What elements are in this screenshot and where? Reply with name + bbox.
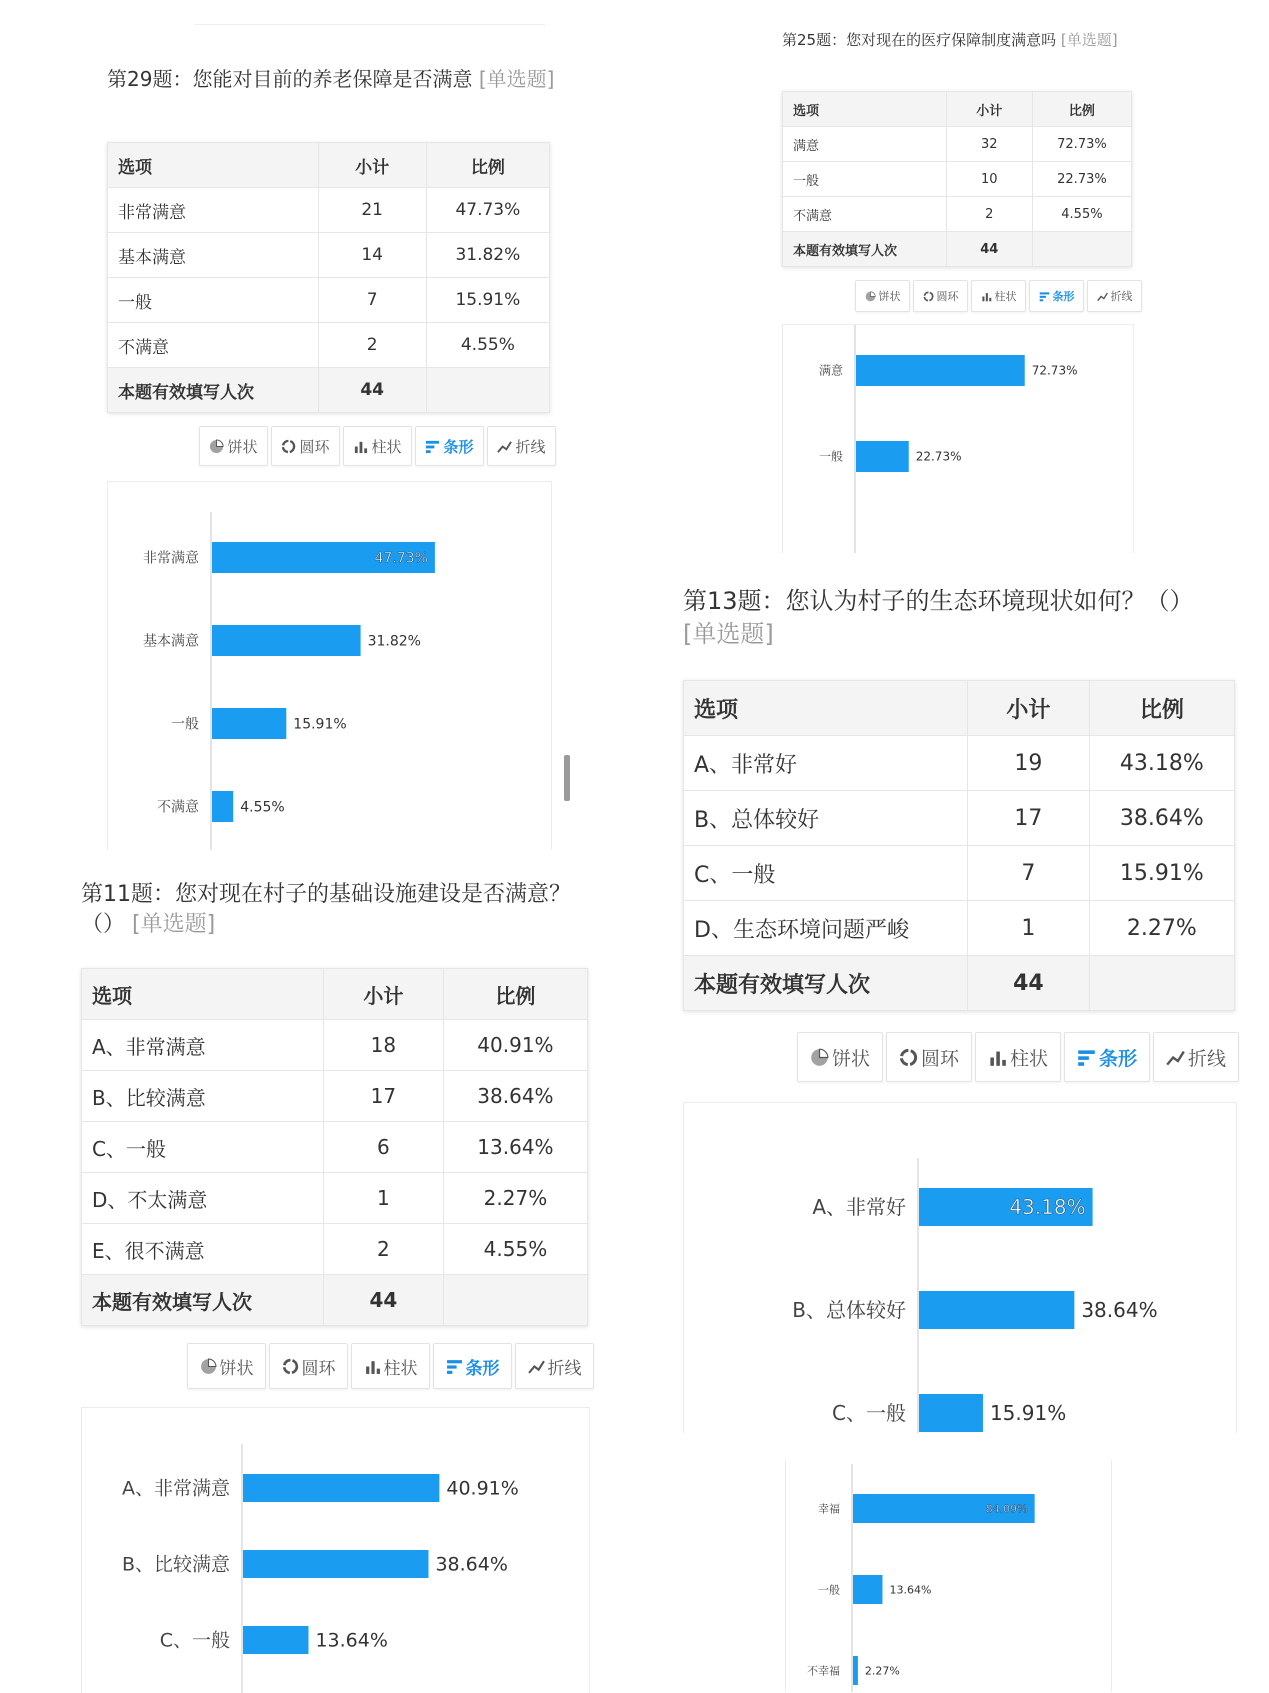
- q11-title-block: [81, 880, 591, 940]
- category-label: 基本满意: [143, 633, 199, 650]
- row-ratio: 4.55%: [1032, 197, 1131, 232]
- chart-type-bar-button[interactable]: [1064, 1032, 1150, 1082]
- chart-type-ring-button[interactable]: [886, 1032, 972, 1082]
- bar-2[interactable]: [853, 1656, 858, 1685]
- happiness-bar-chart: [785, 1460, 1112, 1692]
- data-label: 13.64%: [315, 1629, 388, 1652]
- row-option: 一般: [108, 278, 319, 323]
- column-icon: [353, 439, 368, 454]
- chart-type-label: 圆环: [301, 1358, 336, 1379]
- q29-result-table: [107, 142, 550, 413]
- total-label: 本题有效填写人次: [684, 956, 968, 1011]
- chart-type-ring-button[interactable]: [271, 426, 340, 466]
- header-ratio: 比例: [1089, 681, 1234, 736]
- data-label: 15.91%: [989, 1401, 1067, 1425]
- category-label: 满意: [818, 363, 843, 378]
- q13-title: 第13题：您认为村子的生态环境现状如何？（）: [683, 587, 1194, 615]
- header-ratio: 比例: [1032, 92, 1131, 127]
- row-ratio: 31.82%: [426, 233, 549, 278]
- total-count: 44: [318, 368, 426, 413]
- chart-type-pie-button[interactable]: [855, 280, 910, 312]
- data-label: 15.91%: [293, 716, 347, 733]
- bar-1[interactable]: [856, 441, 909, 472]
- bar-2[interactable]: [212, 708, 286, 739]
- q11-tag: [单选题]: [132, 912, 216, 937]
- q25-title-block: [782, 30, 1137, 51]
- q13-tag: [单选题]: [683, 620, 774, 648]
- chart-type-label: 条形: [1098, 1047, 1137, 1070]
- header-count[interactable]: 小计: [323, 969, 443, 1020]
- row-count: 14: [318, 233, 426, 278]
- table-row: [108, 188, 550, 233]
- row-ratio: 4.55%: [443, 1224, 587, 1275]
- header-option[interactable]: 选项: [783, 92, 947, 127]
- table-header-row: [783, 92, 1132, 127]
- chart-type-pie-button[interactable]: [199, 426, 268, 466]
- category-label: B、总体较好: [792, 1298, 906, 1322]
- chart-type-column-button[interactable]: [971, 280, 1026, 312]
- row-option: A、非常满意: [82, 1020, 324, 1071]
- table-row: [82, 1122, 588, 1173]
- ring-icon: [899, 1048, 918, 1067]
- row-option: C、一般: [82, 1122, 324, 1173]
- chart-type-line-button[interactable]: [515, 1343, 594, 1389]
- row-option: 不满意: [783, 197, 947, 232]
- total-count: 44: [946, 232, 1032, 267]
- category-label: A、非常好: [812, 1195, 906, 1219]
- table-row: [82, 1020, 588, 1071]
- category-label: 非常满意: [143, 550, 199, 567]
- column-icon: [981, 291, 992, 302]
- row-option: B、比较满意: [82, 1071, 324, 1122]
- chart-type-label: 圆环: [920, 1047, 959, 1070]
- line-icon: [1166, 1048, 1185, 1067]
- table-row: [684, 901, 1235, 956]
- category-label: C、一般: [159, 1629, 230, 1652]
- row-option: 基本满意: [108, 233, 319, 278]
- q25-title: 第25题：您对现在的医疗保障制度满意吗: [782, 31, 1057, 49]
- table-row: [783, 127, 1132, 162]
- chart-type-label: 圆环: [299, 437, 330, 456]
- header-option[interactable]: 选项: [108, 143, 319, 188]
- bar-1[interactable]: [212, 625, 361, 656]
- row-count: 17: [968, 791, 1090, 846]
- header-option[interactable]: 选项: [82, 969, 324, 1020]
- chart-type-label: 柱状: [383, 1358, 418, 1379]
- line-icon: [497, 439, 512, 454]
- chart-type-column-button[interactable]: [975, 1032, 1061, 1082]
- row-count: 7: [968, 846, 1090, 901]
- header-ratio: 比例: [443, 969, 587, 1020]
- header-count[interactable]: 小计: [946, 92, 1032, 127]
- chart-type-label: 折线: [515, 437, 546, 456]
- q11-chart-svg: [82, 1408, 589, 1693]
- data-label: 40.91%: [446, 1477, 519, 1500]
- top-divider: [195, 24, 545, 25]
- row-option: 满意: [783, 127, 947, 162]
- chart-type-label: 折线: [1187, 1047, 1226, 1070]
- bar-icon: [1077, 1048, 1096, 1067]
- row-ratio: 72.73%: [1032, 127, 1131, 162]
- row-option: D、不太满意: [82, 1173, 324, 1224]
- chart-type-label: 饼状: [227, 437, 258, 456]
- row-ratio: 2.27%: [443, 1173, 587, 1224]
- category-label: C、一般: [832, 1401, 906, 1425]
- chart-type-line-button[interactable]: [487, 426, 556, 466]
- bar-1[interactable]: [919, 1291, 1074, 1329]
- total-label: 本题有效填写人次: [108, 368, 319, 413]
- row-ratio: 2.27%: [1089, 901, 1234, 956]
- bar-icon: [446, 1358, 463, 1375]
- q25-chart-svg: [783, 325, 1133, 553]
- chart-type-label: 饼状: [831, 1047, 870, 1070]
- data-label: 47.73%: [374, 550, 428, 567]
- ring-icon: [281, 439, 296, 454]
- table-header-row: [108, 143, 550, 188]
- chart-type-label: 条形: [443, 437, 474, 456]
- data-label: 43.18%: [1009, 1195, 1086, 1219]
- chart-type-column-button[interactable]: [343, 426, 412, 466]
- pie-icon: [200, 1358, 217, 1375]
- row-option: E、很不满意: [82, 1224, 324, 1275]
- chart-type-label: 圆环: [936, 290, 959, 303]
- total-count: 44: [323, 1275, 443, 1326]
- data-label: 4.55%: [240, 799, 285, 816]
- total-row: [82, 1275, 588, 1326]
- scrollbar-thumb[interactable]: [564, 755, 570, 801]
- bar-icon: [425, 439, 440, 454]
- row-ratio: 15.91%: [1089, 846, 1234, 901]
- q13-result-table: [683, 680, 1235, 1011]
- ring-icon: [282, 1358, 299, 1375]
- row-option: D、生态环境问题严峻: [684, 901, 968, 956]
- pie-icon: [810, 1048, 829, 1067]
- q13-bar-chart: [683, 1102, 1237, 1433]
- data-label: 38.64%: [435, 1553, 508, 1576]
- q11-chart-toolbar: [187, 1343, 594, 1389]
- row-count: 6: [323, 1122, 443, 1173]
- category-label: 不幸福: [807, 1664, 840, 1678]
- total-row: [783, 232, 1132, 267]
- row-count: 19: [968, 736, 1090, 791]
- data-label: 31.82%: [367, 633, 421, 650]
- header-option[interactable]: 选项: [684, 681, 968, 736]
- bar-0[interactable]: [243, 1474, 439, 1502]
- category-label: 一般: [818, 1583, 840, 1597]
- row-ratio: 43.18%: [1089, 736, 1234, 791]
- total-label: 本题有效填写人次: [783, 232, 947, 267]
- row-ratio: 40.91%: [443, 1020, 587, 1071]
- row-count: 17: [323, 1071, 443, 1122]
- data-label: 22.73%: [915, 449, 962, 464]
- chart-type-column-button[interactable]: [351, 1343, 430, 1389]
- chart-type-pie-button[interactable]: [187, 1343, 266, 1389]
- chart-type-label: 饼状: [878, 290, 901, 303]
- chart-type-line-button[interactable]: [1153, 1032, 1239, 1082]
- table-row: [684, 791, 1235, 846]
- q29-tag: [单选题]: [478, 67, 555, 91]
- table-row: [108, 278, 550, 323]
- pie-icon: [209, 439, 224, 454]
- row-option: 不满意: [108, 323, 319, 368]
- row-ratio: 38.64%: [1089, 791, 1234, 846]
- total-empty: [1032, 232, 1131, 267]
- data-label: 38.64%: [1081, 1298, 1158, 1322]
- bar-1[interactable]: [853, 1575, 882, 1604]
- table-row: [108, 323, 550, 368]
- chart-type-ring-button[interactable]: [269, 1343, 348, 1389]
- chart-type-label: 折线: [1110, 290, 1133, 303]
- table-row: [82, 1173, 588, 1224]
- q29-chart-toolbar: [199, 426, 556, 466]
- row-count: 2: [323, 1224, 443, 1275]
- category-label: 一般: [818, 449, 843, 464]
- chart-type-bar-button[interactable]: [433, 1343, 512, 1389]
- table-row: [684, 846, 1235, 901]
- total-count: 44: [968, 956, 1090, 1011]
- q29-title-block: [107, 66, 562, 93]
- table-header-row: [82, 969, 588, 1020]
- total-empty: [426, 368, 549, 413]
- row-option: A、非常好: [684, 736, 968, 791]
- table-row: [108, 233, 550, 278]
- table-row: [82, 1224, 588, 1275]
- bar-icon: [1039, 291, 1050, 302]
- chart-type-ring-button[interactable]: [913, 280, 968, 312]
- chart-type-label: 饼状: [219, 1358, 254, 1379]
- total-label: 本题有效填写人次: [82, 1275, 324, 1326]
- table-header-row: [684, 681, 1235, 736]
- q25-tag: [单选题]: [1060, 31, 1118, 49]
- line-icon: [1097, 291, 1108, 302]
- row-ratio: 13.64%: [443, 1122, 587, 1173]
- bar-0[interactable]: [856, 355, 1025, 386]
- category-label: B、比较满意: [121, 1553, 230, 1576]
- header-count[interactable]: 小计: [968, 681, 1090, 736]
- data-label: 84.09%: [985, 1502, 1028, 1516]
- row-count: 18: [323, 1020, 443, 1071]
- bar-2[interactable]: [243, 1626, 308, 1654]
- q13-title-block: [683, 585, 1203, 651]
- bar-2[interactable]: [919, 1394, 983, 1432]
- table-row: [684, 736, 1235, 791]
- total-empty: [1089, 956, 1234, 1011]
- data-label: 2.27%: [864, 1664, 900, 1678]
- line-icon: [528, 1358, 545, 1375]
- chart-type-label: 条形: [465, 1358, 500, 1379]
- header-ratio: 比例: [426, 143, 549, 188]
- row-ratio: 47.73%: [426, 188, 549, 233]
- category-label: 不满意: [157, 799, 199, 816]
- q11-result-table: [81, 968, 588, 1326]
- pie-icon: [865, 291, 876, 302]
- row-ratio: 22.73%: [1032, 162, 1131, 197]
- column-icon: [364, 1358, 381, 1375]
- q11-bar-chart: [81, 1407, 590, 1693]
- q29-chart-svg: [108, 482, 551, 850]
- row-count: 10: [946, 162, 1032, 197]
- row-option: 一般: [783, 162, 947, 197]
- row-count: 1: [323, 1173, 443, 1224]
- data-label: 13.64%: [889, 1583, 932, 1597]
- category-label: A、非常满意: [122, 1477, 230, 1500]
- q25-chart-toolbar: [855, 280, 1142, 312]
- chart-type-pie-button[interactable]: [797, 1032, 883, 1082]
- q11-title: 第11题：您对现在村子的基础设施建设是否满意？（）: [81, 882, 571, 937]
- category-label: 幸福: [818, 1502, 840, 1516]
- chart-type-line-button[interactable]: [1087, 280, 1142, 312]
- q29-title: 第29题：您能对目前的养老保障是否满意: [107, 67, 473, 91]
- chart-type-label: 条形: [1052, 290, 1075, 303]
- header-count[interactable]: 小计: [318, 143, 426, 188]
- category-label: 一般: [171, 716, 199, 733]
- column-icon: [988, 1048, 1007, 1067]
- total-row: [684, 956, 1235, 1011]
- table-row: [82, 1071, 588, 1122]
- q25-bar-chart: [782, 324, 1134, 553]
- row-option: B、总体较好: [684, 791, 968, 846]
- row-count: 7: [318, 278, 426, 323]
- row-count: 2: [318, 323, 426, 368]
- q13-chart-svg: [684, 1103, 1236, 1433]
- row-ratio: 4.55%: [426, 323, 549, 368]
- table-row: [783, 162, 1132, 197]
- ring-icon: [923, 291, 934, 302]
- total-empty: [443, 1275, 587, 1326]
- chart-type-label: 柱状: [994, 290, 1017, 303]
- total-row: [108, 368, 550, 413]
- row-option: C、一般: [684, 846, 968, 901]
- row-count: 21: [318, 188, 426, 233]
- chart-type-bar-button[interactable]: [1029, 280, 1084, 312]
- table-row: [783, 197, 1132, 232]
- chart-type-label: 柱状: [371, 437, 402, 456]
- chart-type-label: 折线: [547, 1358, 582, 1379]
- bar-1[interactable]: [243, 1550, 428, 1578]
- row-count: 1: [968, 901, 1090, 956]
- row-count: 32: [946, 127, 1032, 162]
- row-count: 2: [946, 197, 1032, 232]
- row-ratio: 15.91%: [426, 278, 549, 323]
- data-label: 72.73%: [1031, 363, 1078, 378]
- q29-bar-chart: [107, 481, 552, 850]
- q25-result-table: [782, 91, 1132, 267]
- chart-type-bar-button[interactable]: [415, 426, 484, 466]
- chart-type-label: 柱状: [1009, 1047, 1048, 1070]
- bar-3[interactable]: [212, 791, 233, 822]
- row-ratio: 38.64%: [443, 1071, 587, 1122]
- happy-chart-svg: [786, 1460, 1111, 1692]
- row-option: 非常满意: [108, 188, 319, 233]
- q13-chart-toolbar: [797, 1032, 1239, 1082]
